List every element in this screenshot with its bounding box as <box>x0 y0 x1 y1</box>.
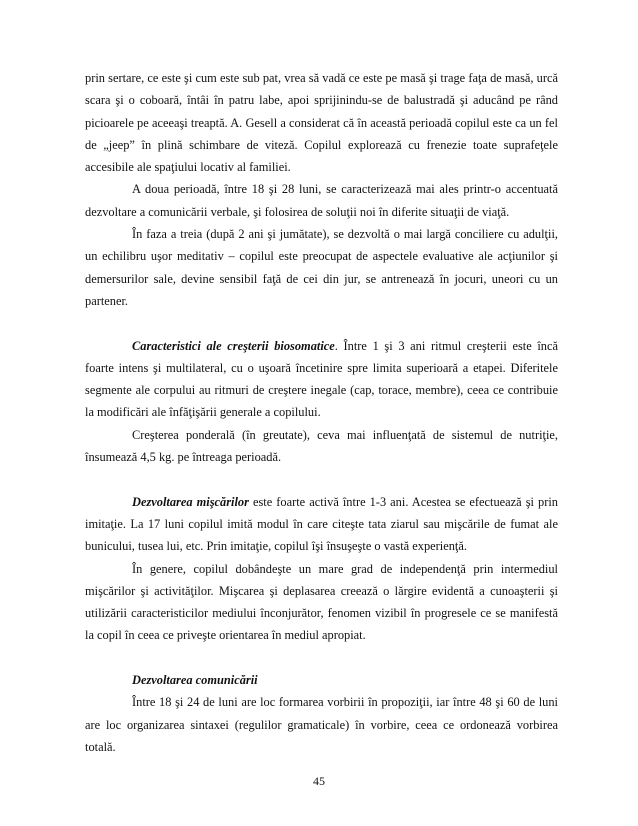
paragraph-6-text: este foarte activă între 1-3 ani. Acestea se efectuează şi prin imitaţie. La 17 luni copilul imită modul în care citeşte tata ziarul sau mişcările de fumat ale bunicului, tusea lui, etc. Prin imitaţie, copilul îşi însuşeşte o vastă experienţă. <box>85 494 558 554</box>
paragraph-3: În faza a treia (după 2 ani şi jumătate), se dezvoltă o mai largă conciliere cu adulţii, un echilibru uşor meditativ – copilul este preocupat de aspectele evaluative ale acţiunilor şi demersurilor sale, devine sensibil faţă de cei din jur, se antrenează în jocuri, uneori cu un partener. <box>85 227 558 308</box>
paragraph-8 <box>85 669 558 691</box>
heading-communication: Dezvoltarea comunicării <box>132 673 258 688</box>
heading-movement: Dezvoltarea mişcărilor <box>132 494 249 509</box>
heading-biosomatic: Caracteristici ale creşterii biosomatice <box>132 338 335 353</box>
section-gap <box>85 647 558 669</box>
paragraph-4-text: . Între 1 şi 3 ani ritmul creşterii este încă foarte intens şi multilateral, cu o uşoară încetinire spre limita superioară a etapei. Diferitele segmente ale corpului au ritmuri de creştere inegale (cap, torace, membre), ceea ce contribuie la modificări ale înfăţişării generale a copilului. <box>85 338 558 420</box>
paragraph-6 <box>85 491 558 558</box>
paragraph-4 <box>85 335 558 424</box>
paragraph-7: În genere, copilul dobândeşte un mare grad de independenţă prin intermediul mişcărilor şi activităţilor. Mişcarea şi deplasarea creează o lărgire evidentă a cunoaşterii şi utilizării caracteristicilor mediului înconjurător, fenomen vizibil în progresele ce se manifestă la copil în ceea ce priveşte orientarea în mediul apropiat. <box>85 561 558 643</box>
page-number: 45 <box>313 774 325 788</box>
paragraph-1: prin sertare, ce este şi cum este sub pat, vrea să vadă ce este pe masă şi trage faţa de masă, urcă scara şi o coboară, întâi în patru labe, apoi sprijinindu-se de balustradă şi aducând pe rând picioarele pe aceeaşi treaptă. A. Gesell a considerat că în această perioadă copilul este ca un fel de „jeep” în plină schimbare de viteză. Copilul explorează cu frenezie toate suprafeţele accesibile ale spaţiului locativ al familiei. <box>85 71 558 175</box>
section-gap <box>85 468 558 490</box>
body-text <box>85 67 558 758</box>
paragraph-5: Creşterea ponderală (în greutate), ceva mai influenţată de sistemul de nutriţie, însumează 4,5 kg. pe întreaga perioadă. <box>85 427 558 465</box>
paragraph-9: Între 18 şi 24 de luni are loc formarea vorbirii în propoziţii, iar între 48 şi 60 de luni are loc organizarea sintaxei (regulilor gramaticale) în vorbire, ceea ce ordonează vorbirea totală. <box>85 695 558 754</box>
paragraph-2: A doua perioadă, între 18 şi 28 luni, se caracterizează mai ales printr-o accentuată dezvoltare a comunicării verbale, şi folosirea de soluţii noi în diferite situaţii de viaţă. <box>85 182 558 219</box>
section-gap <box>85 312 558 334</box>
